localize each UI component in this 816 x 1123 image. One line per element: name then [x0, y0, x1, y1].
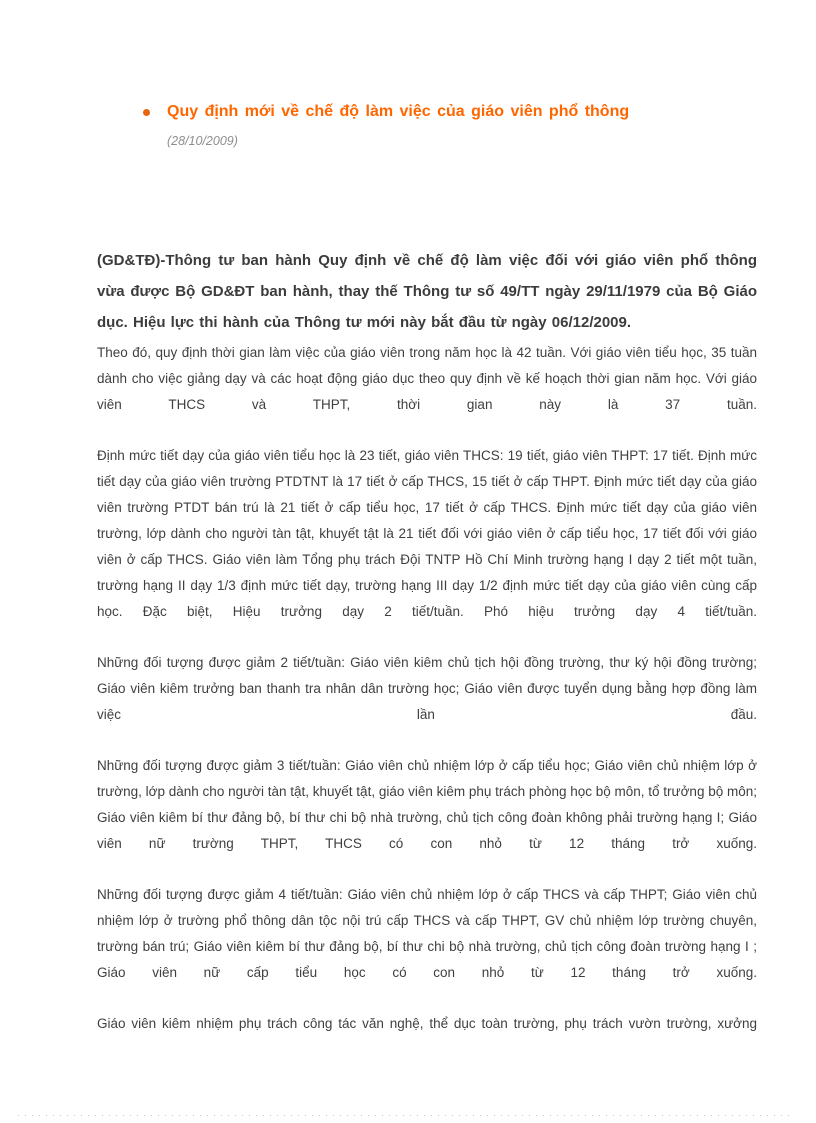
article-date: (28/10/2009)	[167, 134, 238, 148]
article-title-link[interactable]: Quy định mới về chế độ làm việc của giáo viên phổ thông	[167, 103, 630, 120]
article-paragraph: Những đối tượng được giảm 3 tiết/tuần: Giáo viên chủ nhiệm lớp ở cấp tiểu học; Giáo viên chủ nhiệm lớp ở trường, lớp dành cho người tàn tật, khuyết tật, giáo viên kiêm phụ trách phòng học bộ môn, tổ trưởng bộ môn; Giáo viên kiêm bí thư đảng bộ, bí thư chi bộ nhà trường, chủ tịch công đoàn không phải trường hạng I; Giáo viên nữ trường THPT, THCS có con nhỏ từ 12 tháng trở xuống.	[97, 758, 757, 851]
article-paragraph: Giáo viên kiêm nhiệm phụ trách công tác văn nghệ, thể dục toàn trường, phụ trách vườn trường, xưởng	[97, 1016, 757, 1031]
article-lead-paragraph: (GD&TĐ)-Thông tư ban hành Quy định về chế độ làm việc đối với giáo viên phổ thông vừa được Bộ GD&ĐT ban hành, thay thế Thông tư số 49/TT ngày 29/11/1979 của Bộ Giáo dục. Hiệu lực thi hành của Thông tư mới này bắt đầu từ ngày 06/12/2009.	[97, 252, 757, 331]
news-item	[97, 100, 757, 149]
article-paragraph: Những đối tượng được giảm 2 tiết/tuần: Giáo viên kiêm chủ tịch hội đồng trường, thư ký hội đồng trường; Giáo viên kiêm trưởng ban thanh tra nhân dân trường học; Giáo viên được tuyển dụng bằng hợp đồng làm việc lần đầu.	[97, 655, 757, 722]
article-content	[97, 100, 757, 1062]
page-bottom-divider	[18, 1115, 790, 1116]
article-title-row	[143, 100, 757, 124]
article-paragraph: Định mức tiết dạy của giáo viên tiểu học là 23 tiết, giáo viên THCS: 19 tiết, giáo viên THPT: 17 tiết. Định mức tiết dạy của giáo viên trường PTDTNT là 17 tiết ở cấp THCS, 15 tiết ở cấp THPT. Định mức tiết dạy của giáo viên trường PTDT bán trú là 21 tiết ở cấp tiểu học, 17 tiết ở cấp THCS. Định mức tiết dạy của giáo viên trường, lớp dành cho người tàn tật, khuyết tật là 21 tiết đối với giáo viên ở cấp tiểu học, 17 tiết đối với giáo viên ở cấp THCS. Giáo viên làm Tổng phụ trách Đội TNTP Hồ Chí Minh trường hạng I dạy 2 tiết một tuần, trường hạng II dạy 1/3 định mức tiết dạy, trường hạng III dạy 1/2 định mức tiết dạy của giáo viên cùng cấp học. Đặc biệt, Hiệu trưởng dạy 2 tiết/tuần. Phó hiệu trưởng dạy 4 tiết/tuần.	[97, 448, 757, 619]
bullet-dot-icon	[143, 109, 150, 116]
article-paragraph: Những đối tượng được giảm 4 tiết/tuần: Giáo viên chủ nhiệm lớp ở cấp THCS và cấp THPT; Giáo viên chủ nhiệm lớp ở trường phổ thông dân tộc nội trú cấp THCS và cấp THPT, GV chủ nhiệm lớp trường chuyên, trường bán trú; Giáo viên kiêm bí thư đảng bộ, bí thư chi bộ nhà trường, chủ tịch công đoàn trường hạng I ; Giáo viên nữ cấp tiểu học có con nhỏ từ 12 tháng trở xuống.	[97, 887, 757, 980]
article-paragraph: Theo đó, quy định thời gian làm việc của giáo viên trong năm học là 42 tuần. Với giáo viên tiểu học, 35 tuần dành cho việc giảng dạy và các hoạt động giáo dục theo quy định về kế hoạch thời gian năm học. Với giáo viên THCS và THPT, thời gian này là 37 tuần.	[97, 345, 757, 412]
